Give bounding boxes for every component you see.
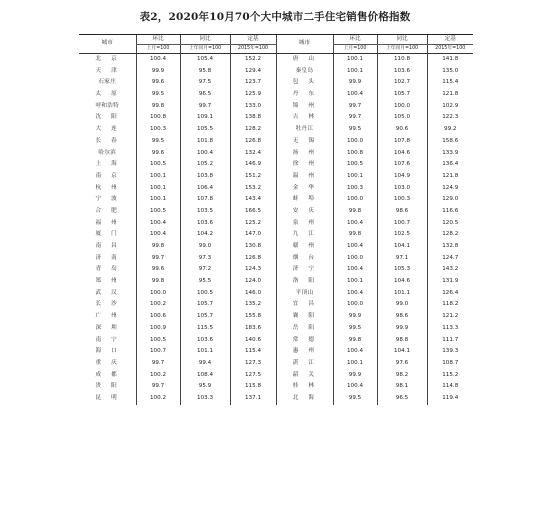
city-name-cell-left: 厦 门 [95,231,119,238]
yoy-value-cell-right: 104.9 [377,171,427,183]
yoy-subheader: 上年同月=100 [180,45,230,54]
base-value-cell-left: 151.2 [230,171,276,183]
mom-subheader-right: 上月=100 [333,45,377,54]
yoy-value-cell-left: 103.8 [180,171,230,183]
mom-value-cell-right: 100.8 [333,148,377,160]
base-value-cell-left: 166.5 [230,206,276,218]
mom-value-cell-left: 99.8 [136,276,180,288]
mom-value-cell-right: 100.4 [333,381,377,393]
city-name-cell-right: 九 江 [276,229,333,241]
base-value-cell-left: 132.4 [230,148,276,160]
city-name-cell-right: 安 庆 [276,206,333,218]
base-value-cell-left: 126.8 [230,136,276,148]
yoy-value-cell-left: 103.3 [180,393,230,405]
yoy-value-cell-left: 95.5 [180,276,230,288]
base-value-cell-right: 108.7 [427,358,473,370]
yoy-value-cell-left: 100.4 [180,148,230,160]
city-name-cell-right: 丹 东 [276,89,333,101]
city-name-cell-right: 泉 州 [276,218,333,230]
yoy-value-cell-left: 105.5 [180,124,230,136]
city-name-cell-left: 昆 明 [95,394,119,401]
base-value-cell-left: 133.0 [230,101,276,113]
mom-value-cell-right: 100.0 [333,194,377,206]
mom-value-cell-left: 99.5 [136,136,180,148]
yoy-value-cell-left: 105.7 [180,311,230,323]
yoy-value-cell-left: 103.5 [180,206,230,218]
yoy-value-cell-right: 99.9 [377,323,427,335]
yoy-value-cell-left: 109.1 [180,112,230,124]
city-name-cell-left: 深 圳 [95,324,119,331]
mom-value-cell-left: 99.6 [136,77,180,89]
city-name-cell-left: 石家庄 [98,79,117,86]
yoy-value-cell-right: 104.1 [377,241,427,253]
base-value-cell-right: 99.2 [427,124,473,136]
mom-value-cell-right: 99.9 [333,311,377,323]
base-value-cell-right: 115.4 [427,77,473,89]
base-value-cell-right: 120.5 [427,218,473,230]
base-value-cell-right: 139.3 [427,346,473,358]
base-value-cell-left: 123.7 [230,77,276,89]
table-row [79,241,473,253]
city-name-cell-left: 海 口 [95,348,119,355]
city-name-cell-right: 惠 州 [276,346,333,358]
mom-value-cell-left: 100.1 [136,183,180,195]
base-value-cell-left: 146.0 [230,288,276,300]
city-name-cell-right: 洛 阳 [276,276,333,288]
mom-value-cell-right: 100.4 [333,288,377,300]
base-value-cell-left: 147.0 [230,229,276,241]
table-row [79,148,473,160]
table-row [79,393,473,405]
base-value-cell-left: 124.3 [230,264,276,276]
city-name-cell-left: 长 沙 [95,301,119,308]
base-value-cell-left: 143.4 [230,194,276,206]
yoy-value-cell-right: 100.0 [377,101,427,113]
mom-value-cell-right: 100.0 [333,136,377,148]
base-value-cell-right: 124.9 [427,183,473,195]
city-name-cell-left: 郑 州 [95,278,119,285]
table-row [79,112,473,124]
mom-value-cell-left: 100.4 [136,54,180,66]
base-value-cell-left: 130.8 [230,241,276,253]
mom-value-cell-right: 100.4 [333,264,377,276]
city-name-cell-right: 济 宁 [276,264,333,276]
yoy-value-cell-right: 105.0 [377,112,427,124]
mom-value-cell-right: 100.4 [333,89,377,101]
yoy-value-cell-left: 101.8 [180,136,230,148]
mom-value-cell-left: 100.3 [136,124,180,136]
base-value-cell-left: 115.8 [230,381,276,393]
base-subheader-right: 2015年=100 [427,45,473,54]
yoy-value-cell-right: 90.6 [377,124,427,136]
yoy-value-cell-left: 99.4 [180,358,230,370]
mom-value-cell-left: 99.5 [136,89,180,101]
city-name-cell-left: 长 春 [95,137,119,144]
table-row [79,299,473,311]
yoy-header: 同比 [180,35,230,45]
base-value-cell-right: 121.2 [427,311,473,323]
mom-value-cell-left: 100.5 [136,335,180,347]
base-value-cell-right: 135.0 [427,66,473,78]
mom-value-cell-left: 100.7 [136,346,180,358]
city-name-cell-left: 大 连 [95,126,119,133]
base-value-cell-left: 124.0 [230,276,276,288]
mom-value-cell-left: 99.7 [136,381,180,393]
mom-value-cell-right: 99.8 [333,335,377,347]
yoy-value-cell-right: 98.2 [377,370,427,382]
yoy-value-cell-right: 103.0 [377,183,427,195]
base-value-cell-left: 129.4 [230,66,276,78]
base-value-cell-right: 131.9 [427,276,473,288]
city-name-cell-left: 上 海 [95,161,119,168]
city-name-cell-left: 武 汉 [95,289,119,296]
mom-value-cell-left: 99.7 [136,253,180,265]
table-row [79,276,473,288]
table-row [79,206,473,218]
mom-value-cell-left: 99.6 [136,148,180,160]
yoy-value-cell-left: 108.4 [180,370,230,382]
city-name-cell-left: 青 岛 [95,266,119,273]
base-value-cell-left: 153.2 [230,183,276,195]
table-row [79,136,473,148]
mom-value-cell-right: 100.1 [333,54,377,66]
city-name-cell-right: 锦 州 [276,101,333,113]
yoy-value-cell-right: 104.6 [377,276,427,288]
yoy-value-cell-left: 97.3 [180,253,230,265]
mom-value-cell-right: 100.4 [333,241,377,253]
mom-value-cell-left: 99.8 [136,241,180,253]
base-value-cell-right: 132.8 [427,241,473,253]
city-header: 城市 [79,35,136,54]
city-name-cell-left: 宁 波 [95,196,119,203]
mom-value-cell-left: 100.2 [136,393,180,405]
base-value-cell-right: 141.8 [427,54,473,66]
table-row [79,89,473,101]
city-name-cell-right: 烟 台 [276,253,333,265]
mom-value-cell-left: 100.8 [136,112,180,124]
yoy-value-cell-right: 101.1 [377,288,427,300]
city-name-cell-left: 济 南 [95,254,119,261]
mom-value-cell-left: 100.4 [136,218,180,230]
base-value-cell-right: 121.8 [427,89,473,101]
base-value-cell-right: 118.2 [427,299,473,311]
yoy-value-cell-left: 101.1 [180,346,230,358]
yoy-value-cell-right: 98.6 [377,311,427,323]
city-name-cell-right: 岳 阳 [276,323,333,335]
mom-value-cell-right: 100.4 [333,346,377,358]
base-value-cell-right: 136.4 [427,159,473,171]
city-name-cell-right: 宜 昌 [276,299,333,311]
city-name-cell-right: 襄 阳 [276,311,333,323]
table-row [79,124,473,136]
base-header-right: 定基 [427,35,473,45]
city-name-cell-right: 北 海 [276,393,333,405]
yoy-value-cell-right: 96.5 [377,393,427,405]
city-name-cell-left: 成 都 [95,371,119,378]
city-name-cell-left: 杭 州 [95,184,119,191]
mom-value-cell-right: 100.5 [333,159,377,171]
base-value-cell-right: 126.4 [427,288,473,300]
mom-value-cell-right: 99.9 [333,370,377,382]
yoy-value-cell-left: 100.5 [180,288,230,300]
yoy-value-cell-left: 95.8 [180,66,230,78]
mom-value-cell-right: 100.0 [333,299,377,311]
mom-value-cell-left: 100.6 [136,311,180,323]
table-row [79,159,473,171]
city-name-cell-right: 包 头 [276,77,333,89]
city-name-cell-right: 平顶山 [276,288,333,300]
yoy-value-cell-right: 98.1 [377,381,427,393]
base-value-cell-left: 140.6 [230,335,276,347]
city-header-right: 城市 [276,35,333,54]
yoy-value-cell-right: 98.8 [377,335,427,347]
yoy-value-cell-left: 107.8 [180,194,230,206]
yoy-value-cell-left: 96.5 [180,89,230,101]
table-row [79,194,473,206]
base-value-cell-left: 135.2 [230,299,276,311]
mom-header-right: 环比 [333,35,377,45]
yoy-value-cell-right: 99.0 [377,299,427,311]
mom-value-cell-right: 100.4 [333,218,377,230]
city-name-cell-right: 无 锡 [276,136,333,148]
base-value-cell-left: 137.1 [230,393,276,405]
yoy-value-cell-right: 102.5 [377,229,427,241]
mom-value-cell-right: 100.1 [333,358,377,370]
yoy-value-cell-right: 100.3 [377,194,427,206]
city-name-cell-left: 南 昌 [95,243,119,250]
city-name-cell-right: 韶 关 [276,370,333,382]
mom-value-cell-left: 99.9 [136,66,180,78]
city-name-cell-right: 温 州 [276,171,333,183]
mom-value-cell-left: 100.1 [136,171,180,183]
city-name-cell-right: 蚌 埠 [276,194,333,206]
city-name-cell-right: 徐 州 [276,159,333,171]
table-body [79,54,473,405]
yoy-value-cell-left: 103.6 [180,335,230,347]
table-row [79,54,473,66]
city-name-cell-left: 贵 阳 [95,383,119,390]
city-name-cell-right: 秦皇岛 [276,66,333,78]
base-value-cell-left: 125.2 [230,218,276,230]
mom-value-cell-right: 99.5 [333,124,377,136]
yoy-value-cell-left: 103.6 [180,218,230,230]
city-name-cell-right: 吉 林 [276,112,333,124]
table-row [79,66,473,78]
base-value-cell-right: 119.4 [427,393,473,405]
yoy-header-right: 同比 [377,35,427,45]
base-value-cell-right: 114.8 [427,381,473,393]
yoy-value-cell-left: 106.4 [180,183,230,195]
mom-value-cell-right: 99.8 [333,206,377,218]
table-row [79,370,473,382]
city-name-cell-left: 重 庆 [95,359,119,366]
city-name-cell-left: 合 肥 [95,207,119,214]
city-name-cell-left: 南 宁 [95,336,119,343]
yoy-value-cell-left: 115.5 [180,323,230,335]
city-name-cell-left: 太 原 [95,91,119,98]
yoy-value-cell-left: 105.7 [180,299,230,311]
base-value-cell-right: 143.2 [427,264,473,276]
base-value-cell-right: 128.2 [427,229,473,241]
mom-value-cell-right: 99.9 [333,77,377,89]
base-value-cell-left: 155.8 [230,311,276,323]
mom-value-cell-right: 100.3 [333,183,377,195]
city-name-cell-right: 湛 江 [276,358,333,370]
yoy-value-cell-right: 100.7 [377,218,427,230]
base-value-cell-right: 158.6 [427,136,473,148]
table-row [79,335,473,347]
city-name-cell-left: 哈尔滨 [98,149,117,156]
mom-subheader: 上月=100 [136,45,180,54]
city-name-cell-left: 呼和浩特 [95,102,120,109]
mom-value-cell-right: 99.7 [333,112,377,124]
mom-value-cell-right: 99.7 [333,101,377,113]
base-header: 定基 [230,35,276,45]
yoy-value-cell-right: 105.3 [377,264,427,276]
mom-value-cell-left: 100.9 [136,323,180,335]
city-name-cell-right: 赣 州 [276,241,333,253]
base-subheader: 2015年=100 [230,45,276,54]
mom-value-cell-right: 100.1 [333,66,377,78]
base-value-cell-right: 124.7 [427,253,473,265]
mom-value-cell-left: 99.8 [136,101,180,113]
table-row [79,101,473,113]
table-row [79,218,473,230]
base-value-cell-left: 127.3 [230,358,276,370]
mom-value-cell-left: 100.2 [136,299,180,311]
base-value-cell-right: 121.8 [427,171,473,183]
yoy-value-cell-right: 107.6 [377,159,427,171]
mom-value-cell-right: 99.5 [333,393,377,405]
city-name-cell-right: 桂 林 [276,381,333,393]
base-value-cell-right: 102.9 [427,101,473,113]
base-value-cell-left: 146.9 [230,159,276,171]
table-row [79,311,473,323]
table-row [79,229,473,241]
table-row [79,323,473,335]
price-index-table [79,34,473,405]
mom-value-cell-left: 99.7 [136,358,180,370]
table-row [79,358,473,370]
yoy-value-cell-left: 95.9 [180,381,230,393]
base-value-cell-left: 125.9 [230,89,276,101]
yoy-value-cell-left: 97.5 [180,77,230,89]
table-row [79,288,473,300]
base-value-cell-left: 126.8 [230,253,276,265]
mom-value-cell-left: 100.1 [136,194,180,206]
yoy-value-cell-left: 99.0 [180,241,230,253]
yoy-value-cell-right: 104.1 [377,346,427,358]
mom-value-cell-right: 100.0 [333,253,377,265]
yoy-value-cell-right: 107.8 [377,136,427,148]
yoy-value-cell-right: 104.6 [377,148,427,160]
city-name-cell-right: 扬 州 [276,148,333,160]
city-name-cell-left: 南 京 [95,172,119,179]
base-value-cell-left: 127.5 [230,370,276,382]
mom-value-cell-left: 100.5 [136,159,180,171]
table-row [79,346,473,358]
mom-value-cell-left: 100.2 [136,370,180,382]
yoy-value-cell-left: 105.2 [180,159,230,171]
table-row [79,264,473,276]
mom-value-cell-right: 99.8 [333,229,377,241]
city-name-cell-right: 唐 山 [276,54,333,66]
mom-header: 环比 [136,35,180,45]
table-row [79,381,473,393]
mom-value-cell-left: 100.0 [136,288,180,300]
table-row [79,183,473,195]
city-name-cell-left: 天 津 [95,67,119,74]
base-value-cell-right: 133.9 [427,148,473,160]
yoy-value-cell-left: 105.4 [180,54,230,66]
city-name-cell-left: 北 京 [95,56,119,63]
mom-value-cell-left: 99.6 [136,264,180,276]
yoy-value-cell-right: 97.6 [377,358,427,370]
base-value-cell-left: 128.2 [230,124,276,136]
base-value-cell-left: 152.2 [230,54,276,66]
yoy-value-cell-right: 97.1 [377,253,427,265]
yoy-value-cell-left: 97.2 [180,264,230,276]
city-name-cell-left: 广 州 [95,313,119,320]
mom-value-cell-right: 99.5 [333,323,377,335]
base-value-cell-right: 129.0 [427,194,473,206]
table-title: 表2，2020年10月70个大中城市二手住宅销售价格指数 [139,11,411,23]
city-name-cell-right: 金 华 [276,183,333,195]
city-name-cell-left: 沈 阳 [95,114,119,121]
header-row [79,35,473,45]
base-value-cell-right: 111.7 [427,335,473,347]
base-value-cell-right: 116.6 [427,206,473,218]
base-value-cell-right: 113.3 [427,323,473,335]
city-name-cell-right: 常 德 [276,335,333,347]
table-row [79,171,473,183]
base-value-cell-left: 115.4 [230,346,276,358]
table-row [79,253,473,265]
mom-value-cell-left: 100.4 [136,229,180,241]
base-value-cell-left: 138.8 [230,112,276,124]
table-row [79,77,473,89]
yoy-value-cell-left: 99.7 [180,101,230,113]
city-name-cell-right: 牡丹江 [276,124,333,136]
yoy-value-cell-right: 105.7 [377,89,427,101]
mom-value-cell-right: 100.1 [333,171,377,183]
yoy-value-cell-right: 102.7 [377,77,427,89]
yoy-value-cell-left: 104.2 [180,229,230,241]
yoy-value-cell-right: 103.6 [377,66,427,78]
mom-value-cell-left: 100.5 [136,206,180,218]
yoy-value-cell-right: 98.6 [377,206,427,218]
base-value-cell-right: 122.3 [427,112,473,124]
base-value-cell-left: 183.6 [230,323,276,335]
mom-value-cell-right: 100.1 [333,276,377,288]
base-value-cell-right: 115.2 [427,370,473,382]
yoy-value-cell-right: 110.8 [377,54,427,66]
yoy-subheader-right: 上年同月=100 [377,45,427,54]
city-name-cell-left: 福 州 [95,219,119,226]
